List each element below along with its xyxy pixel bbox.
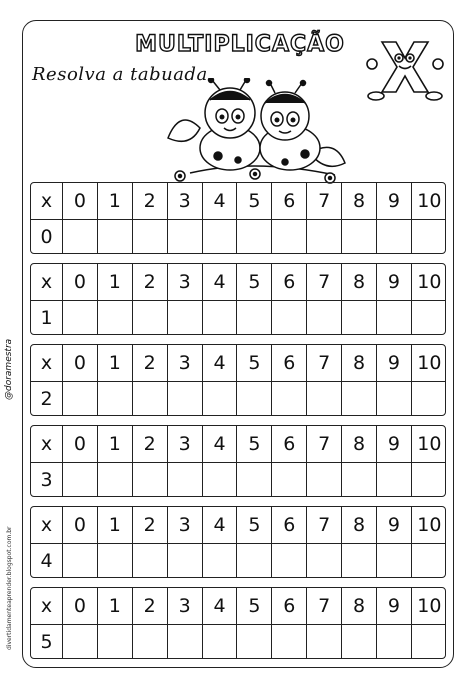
multiplication-table-2 (30, 344, 446, 416)
answer-cell[interactable] (63, 381, 98, 416)
column-header: 9 (377, 507, 412, 543)
svg-text:MULTIPLICAÇÃO: MULTIPLICAÇÃO (135, 32, 345, 57)
multiplication-table-3 (30, 425, 446, 497)
operator-symbol: x (31, 507, 63, 543)
answer-cell[interactable] (237, 624, 272, 659)
answer-cell[interactable] (237, 219, 272, 254)
operator-symbol: x (31, 264, 63, 300)
answer-cell[interactable] (342, 219, 377, 254)
answer-cell[interactable] (412, 219, 446, 254)
answer-cell[interactable] (272, 300, 307, 335)
column-header: 4 (203, 588, 238, 624)
answer-cell[interactable] (168, 543, 203, 578)
answer-row (31, 219, 445, 254)
answer-cell[interactable] (98, 462, 133, 497)
answer-cell[interactable] (377, 462, 412, 497)
answer-cell[interactable] (307, 462, 342, 497)
answer-cell[interactable] (133, 381, 168, 416)
column-header: 5 (237, 426, 272, 462)
multiplier-label: 2 (31, 381, 63, 416)
column-header: 10 (417, 271, 442, 293)
answer-cell[interactable] (133, 624, 168, 659)
answer-cell[interactable] (98, 543, 133, 578)
column-header: 0 (63, 588, 98, 624)
column-header: 8 (342, 345, 377, 381)
answer-cell[interactable] (133, 300, 168, 335)
answer-cell[interactable] (203, 462, 238, 497)
answer-cell[interactable] (377, 300, 412, 335)
column-header: 0 (63, 345, 98, 381)
column-header: 2 (133, 588, 168, 624)
column-header: 9 (377, 345, 412, 381)
column-header: 6 (272, 588, 307, 624)
answer-cell[interactable] (168, 219, 203, 254)
answer-cell[interactable] (377, 381, 412, 416)
column-header: 6 (272, 345, 307, 381)
table-header-row (31, 588, 445, 625)
column-header: 3 (168, 345, 203, 381)
multiplication-table-4 (30, 506, 446, 578)
answer-cell[interactable] (272, 462, 307, 497)
column-header: 1 (98, 345, 133, 381)
answer-cell[interactable] (63, 543, 98, 578)
answer-cell[interactable] (168, 300, 203, 335)
answer-cell[interactable] (412, 462, 446, 497)
answer-cell[interactable] (342, 624, 377, 659)
answer-row (31, 300, 445, 335)
answer-cell[interactable] (203, 624, 238, 659)
answer-cell[interactable] (272, 624, 307, 659)
table-header-row (31, 345, 445, 382)
answer-cell[interactable] (203, 543, 238, 578)
answer-cell[interactable] (98, 300, 133, 335)
column-header: 0 (63, 264, 98, 300)
column-header: 4 (203, 507, 238, 543)
answer-cell[interactable] (63, 219, 98, 254)
answer-cell[interactable] (342, 300, 377, 335)
table-header-row (31, 507, 445, 544)
operator-symbol: x (31, 588, 63, 624)
answer-row (31, 624, 445, 659)
multiplication-sign-mascot-icon (366, 34, 444, 104)
column-header: 2 (133, 183, 168, 219)
column-header: 5 (237, 345, 272, 381)
answer-cell[interactable] (342, 462, 377, 497)
answer-cell[interactable] (412, 300, 446, 335)
column-header: 0 (63, 507, 98, 543)
answer-row (31, 381, 445, 416)
column-header: 9 (377, 183, 412, 219)
column-header: 8 (342, 588, 377, 624)
column-header: 3 (168, 507, 203, 543)
answer-cell[interactable] (272, 543, 307, 578)
answer-cell[interactable] (168, 624, 203, 659)
answer-cell[interactable] (412, 543, 446, 578)
answer-cell[interactable] (98, 219, 133, 254)
column-header: 5 (237, 507, 272, 543)
column-header: 3 (168, 183, 203, 219)
column-header: 8 (342, 183, 377, 219)
table-header-row (31, 264, 445, 301)
column-header: 9 (377, 264, 412, 300)
column-header: 1 (98, 183, 133, 219)
answer-cell[interactable] (412, 381, 446, 416)
table-header-row (31, 183, 445, 220)
answer-cell[interactable] (377, 543, 412, 578)
page-title (130, 28, 350, 58)
answer-cell[interactable] (307, 381, 342, 416)
column-header: 1 (98, 507, 133, 543)
column-header: 7 (307, 426, 342, 462)
answer-cell[interactable] (412, 624, 446, 659)
column-header: 0 (63, 426, 98, 462)
answer-cell[interactable] (203, 219, 238, 254)
column-header: 9 (377, 588, 412, 624)
answer-cell[interactable] (237, 462, 272, 497)
answer-cell[interactable] (133, 462, 168, 497)
operator-symbol: x (31, 183, 63, 219)
column-header: 5 (237, 588, 272, 624)
column-header: 7 (307, 345, 342, 381)
answer-cell[interactable] (307, 219, 342, 254)
column-header: 3 (168, 588, 203, 624)
answer-row (31, 462, 445, 497)
answer-cell[interactable] (98, 624, 133, 659)
answer-cell[interactable] (307, 624, 342, 659)
column-header: 3 (168, 426, 203, 462)
table-header-row (31, 426, 445, 463)
column-header: 3 (168, 264, 203, 300)
column-header: 1 (98, 264, 133, 300)
column-header: 6 (272, 507, 307, 543)
multiplier-label: 5 (31, 624, 63, 659)
column-header: 10 (417, 595, 442, 617)
watermark: @doramestra (4, 338, 14, 400)
column-header: 1 (98, 588, 133, 624)
column-header: 2 (133, 264, 168, 300)
column-header: 7 (307, 588, 342, 624)
subtitle: Resolva a tabuada (32, 64, 208, 85)
answer-cell[interactable] (342, 381, 377, 416)
multiplication-table-0 (30, 182, 446, 254)
multiplier-label: 0 (31, 219, 63, 254)
answer-cell[interactable] (237, 381, 272, 416)
answer-cell[interactable] (307, 300, 342, 335)
answer-cell[interactable] (272, 219, 307, 254)
answer-cell[interactable] (63, 462, 98, 497)
column-header: 9 (377, 426, 412, 462)
answer-cell[interactable] (133, 543, 168, 578)
answer-cell[interactable] (133, 219, 168, 254)
answer-cell[interactable] (168, 462, 203, 497)
answer-cell[interactable] (377, 219, 412, 254)
operator-symbol: x (31, 345, 63, 381)
column-header: 10 (417, 352, 442, 374)
two-ladybugs-icon (160, 78, 350, 188)
answer-cell[interactable] (377, 624, 412, 659)
operator-symbol: x (31, 426, 63, 462)
column-header: 10 (417, 514, 442, 536)
answer-cell[interactable] (272, 381, 307, 416)
answer-cell[interactable] (168, 381, 203, 416)
column-header: 6 (272, 264, 307, 300)
answer-cell[interactable] (307, 543, 342, 578)
column-header: 6 (272, 183, 307, 219)
column-header: 2 (133, 507, 168, 543)
column-header: 7 (307, 183, 342, 219)
column-header: 5 (237, 183, 272, 219)
answer-row (31, 543, 445, 578)
column-header: 4 (203, 183, 238, 219)
column-header: 8 (342, 426, 377, 462)
answer-cell[interactable] (63, 624, 98, 659)
multiplier-label: 1 (31, 300, 63, 335)
column-header: 6 (272, 426, 307, 462)
column-header: 7 (307, 507, 342, 543)
answer-cell[interactable] (203, 300, 238, 335)
answer-cell[interactable] (237, 300, 272, 335)
column-header: 8 (342, 507, 377, 543)
column-header: 2 (133, 345, 168, 381)
column-header: 7 (307, 264, 342, 300)
multiplication-table-5 (30, 587, 446, 659)
answer-cell[interactable] (342, 543, 377, 578)
multiplier-label: 4 (31, 543, 63, 578)
column-header: 10 (417, 433, 442, 455)
multiplication-table-1 (30, 263, 446, 335)
column-header: 10 (417, 190, 442, 212)
column-header: 4 (203, 345, 238, 381)
column-header: 4 (203, 264, 238, 300)
source-url: divertidamenteaprender.blogspot.com.br (6, 526, 13, 650)
column-header: 0 (63, 183, 98, 219)
multiplier-label: 3 (31, 462, 63, 497)
column-header: 4 (203, 426, 238, 462)
column-header: 1 (98, 426, 133, 462)
answer-cell[interactable] (63, 300, 98, 335)
answer-cell[interactable] (237, 543, 272, 578)
answer-cell[interactable] (98, 381, 133, 416)
answer-cell[interactable] (203, 381, 238, 416)
column-header: 5 (237, 264, 272, 300)
column-header: 2 (133, 426, 168, 462)
column-header: 8 (342, 264, 377, 300)
